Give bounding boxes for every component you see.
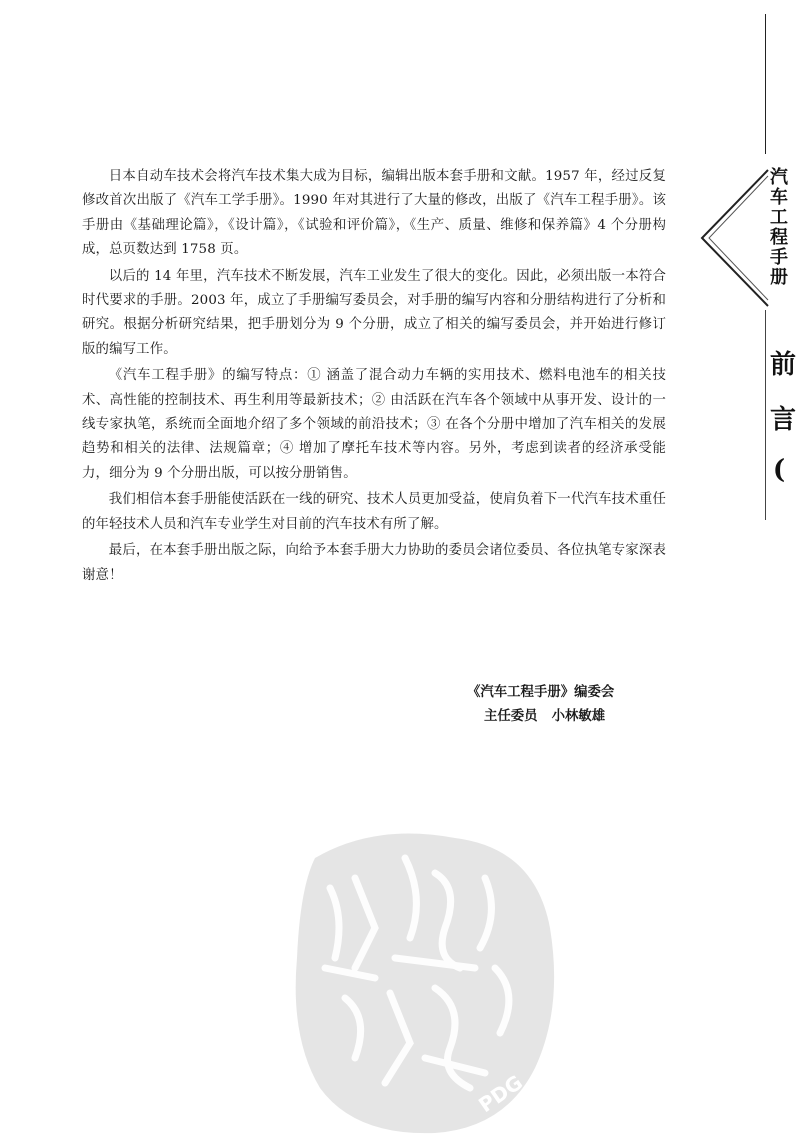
paragraph-4: 我们相信本套手册能使活跃在一线的研究、技术人员更加受益，使肩负着下一代汽车技术重任的年轻技术人员和汽车专业学生对目前的汽车技术有所了解。 (82, 492, 666, 532)
edge-book-title (770, 168, 788, 288)
signature-organization: 《汽车工程手册》编委会 (467, 685, 615, 700)
signature-chair (484, 705, 605, 724)
edge-title-char: 工 (770, 207, 788, 228)
edge-title-char: 手 (770, 247, 788, 268)
edge-chevron-icon (700, 140, 770, 320)
edge-rule-bottom (765, 310, 766, 520)
library-seal-watermark (285, 818, 565, 1138)
preface-body (82, 165, 666, 590)
paragraph-3: 《汽车工程手册》的编写特点：① 涵盖了混合动力车辆的实用技术、燃料电池车的相关技术、高性能的控制技术、再生利用等最新技术；② 由活跃在汽车各个领域中从事开发、设计的一线专家执笔，系统而全面地介绍了多个领域的前沿技术；③ 在各个分册中增加了汽车相关的发展趋势和相关的法律、法规篇章；④ 增加了摩托车技术等内容。另外，考虑到读者的经济承受能力，细分为 9 个分册出版，可以按分册销售。 (82, 368, 666, 481)
edge-title-char: 程 (770, 227, 788, 248)
paragraph-1: 日本自动车技术会将汽车技术集大成为目标，编辑出版本套手册和文献。1957 年，经过反复修改首次出版了《汽车工学手册》。1990 年对其进行了大量的修改，出版了《汽车工程手册》。该手册由《基础理论篇》，《设计篇》，《试验和评价篇》，《生产、质量、维修和保养篇》4 个分册构成，总页数达到 1758 页。 (82, 169, 666, 258)
watermark-label: PDG (474, 1070, 527, 1118)
signature-title: 主任委员 (484, 709, 538, 724)
edge-heading-char: 前 (770, 350, 796, 380)
paragraph-2: 以后的 14 年里，汽车技术不断发展，汽车工业发生了很大的变化。因此，必须出版一本符合时代要求的手册。2003 年，成立了手册编写委员会，对手册的编写内容和分册结构进行了分析和研究。根据分析研究结果，把手册划分为 9 个分册，成立了相关的编写委员会，并开始进行修订版的编写工作。 (82, 268, 666, 357)
edge-title-char: 汽 (770, 167, 788, 188)
edge-title-char: 册 (770, 267, 788, 288)
edge-title-char: 车 (770, 187, 788, 208)
paragraph-5: 最后，在本套手册出版之际，向给予本套手册大力协助的委员会诸位委员、各位执笔专家深表谢意！ (82, 543, 666, 583)
edge-heading-char: ( (772, 455, 786, 485)
signature-name: 小林敏雄 (551, 709, 606, 724)
edge-heading-char: 言 (770, 405, 796, 435)
edge-rule-top (765, 14, 766, 154)
